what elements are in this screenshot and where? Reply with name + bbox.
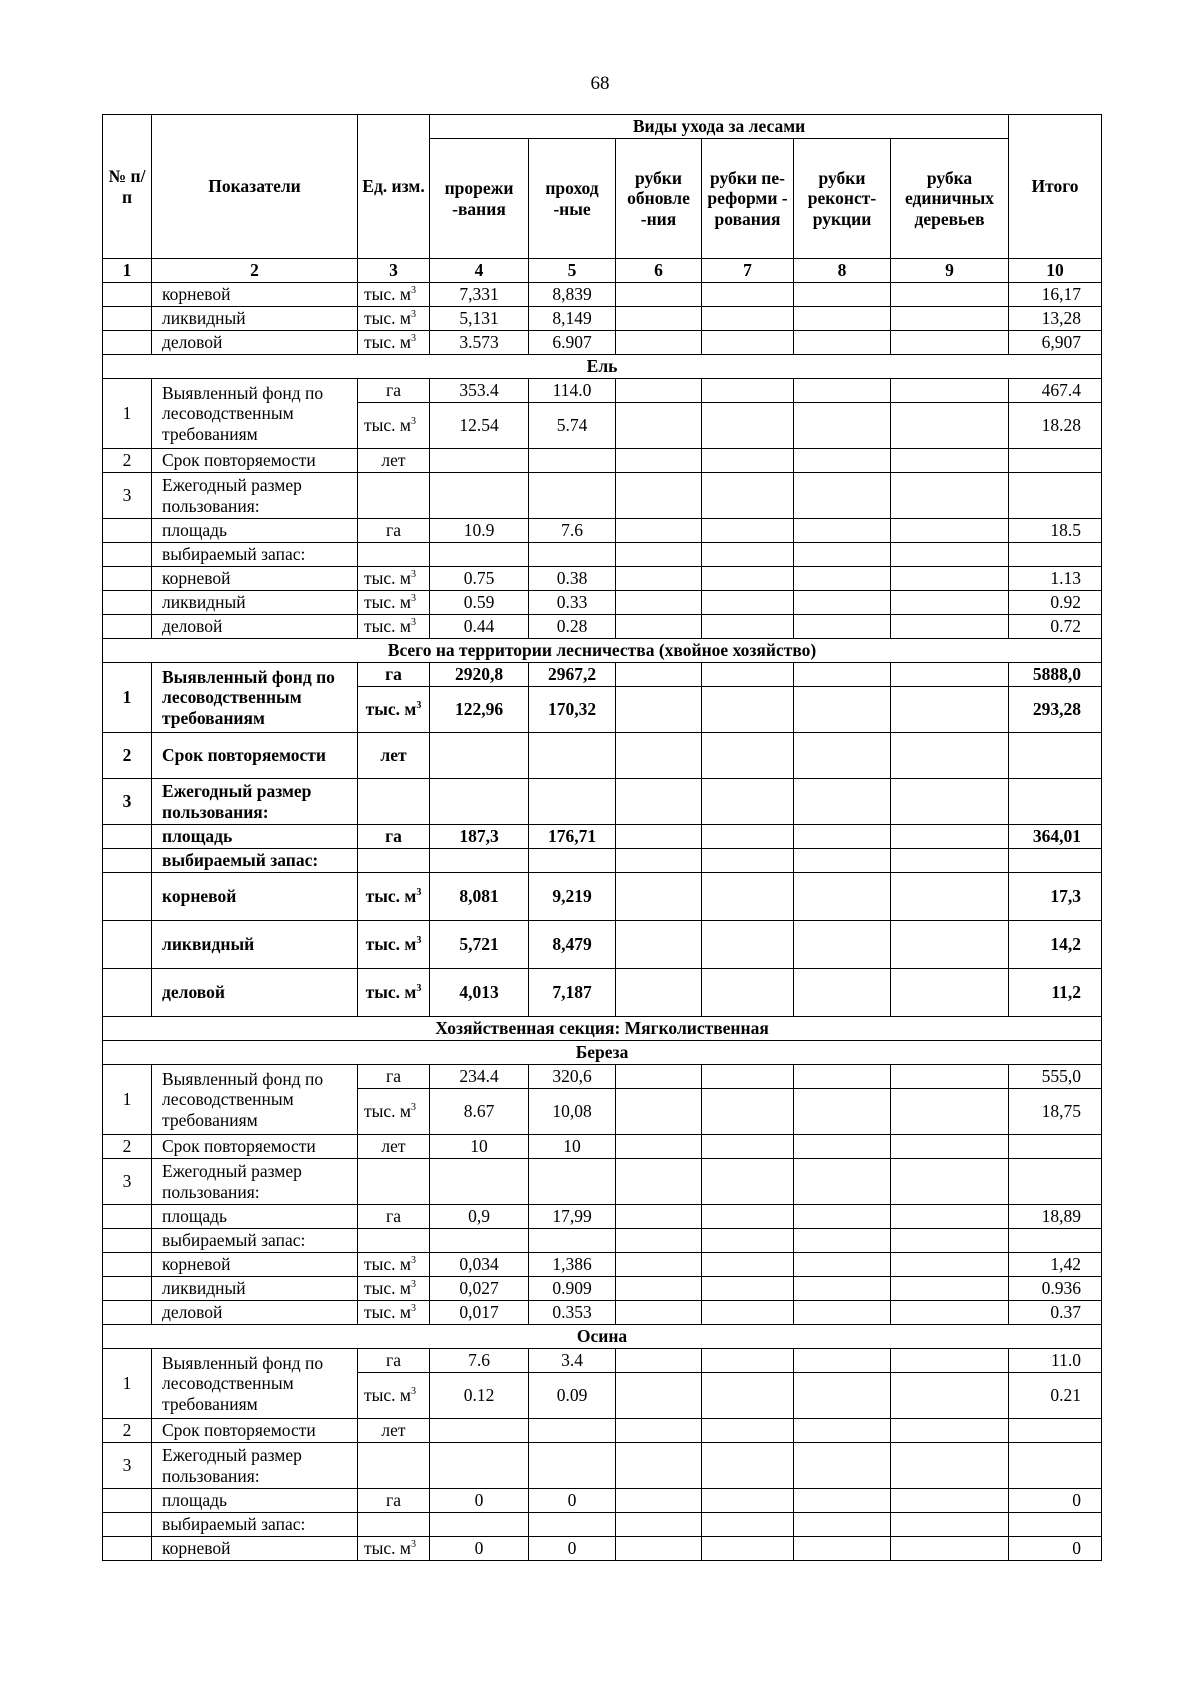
cell-c5: 0.09 xyxy=(529,1373,616,1419)
unit-cell: тыс. $м^3$ xyxy=(358,1537,430,1561)
cell-c5: 6.907 xyxy=(529,331,616,355)
table-row xyxy=(103,779,1102,825)
cell-total: 1.13 xyxy=(1009,567,1102,591)
cell-c4: 4,013 xyxy=(430,969,529,1017)
cell-c4: 3.573 xyxy=(430,331,529,355)
cell-total: 293,28 xyxy=(1009,687,1102,733)
cell-c4: 2920,8 xyxy=(430,663,529,687)
header-c9: рубка единичных деревьев xyxy=(891,139,1009,259)
row-label: ликвидный xyxy=(152,591,358,615)
cell-c5: 0 xyxy=(529,1537,616,1561)
cell-total: 0.72 xyxy=(1009,615,1102,639)
cell-total: 18,75 xyxy=(1009,1089,1102,1135)
col-num: 4 xyxy=(430,259,529,283)
table-row xyxy=(103,519,1102,543)
row-label: Ежегодный размер пользования: xyxy=(152,779,358,825)
cell-total: 0.936 xyxy=(1009,1277,1102,1301)
header-group: Виды ухода за лесами xyxy=(430,115,1009,139)
header-total: Итого xyxy=(1009,115,1102,259)
unit-cell: лет xyxy=(358,449,430,473)
cell-total: 17,3 xyxy=(1009,873,1102,921)
col-num: 1 xyxy=(103,259,152,283)
row-label: выбираемый запас: xyxy=(152,1229,358,1253)
cell-c5: 114.0 xyxy=(529,379,616,403)
row-number: 2 xyxy=(103,1419,152,1443)
row-label: Ежегодный размер пользования: xyxy=(152,473,358,519)
row-label: площадь xyxy=(152,1489,358,1513)
section-total-conifer: Всего на территории лесничества (хвойное хозяйство) xyxy=(103,639,1102,663)
table-row xyxy=(103,1537,1102,1561)
row-label: Выявленный фонд по лесоводственным требованиям xyxy=(152,663,358,733)
row-label: корневой xyxy=(152,283,358,307)
row-label: деловой xyxy=(152,331,358,355)
cell-total: 18,89 xyxy=(1009,1205,1102,1229)
unit-cell: га xyxy=(358,1065,430,1089)
cell-c5: 176,71 xyxy=(529,825,616,849)
cell-c4: 10.9 xyxy=(430,519,529,543)
cell-c4: 0,9 xyxy=(430,1205,529,1229)
cell-c4: 0.59 xyxy=(430,591,529,615)
forest-care-table xyxy=(102,114,1102,1561)
cell-total: 11.0 xyxy=(1009,1349,1102,1373)
unit-cell: га xyxy=(358,1205,430,1229)
row-label: ликвидный xyxy=(152,921,358,969)
cell-c4: 353.4 xyxy=(430,379,529,403)
row-label: корневой xyxy=(152,567,358,591)
cell-c4: 0,017 xyxy=(430,1301,529,1325)
row-label: Срок повторяемости xyxy=(152,449,358,473)
table-row xyxy=(103,1301,1102,1325)
unit-cell: тыс. $м^3$ xyxy=(358,591,430,615)
unit-cell: га xyxy=(358,825,430,849)
table-row xyxy=(103,873,1102,921)
cell-c4: 8.67 xyxy=(430,1089,529,1135)
cell-c5: 10 xyxy=(529,1135,616,1159)
cell-c4: 234.4 xyxy=(430,1065,529,1089)
table-row xyxy=(103,307,1102,331)
cell-c4: 187,3 xyxy=(430,825,529,849)
col-num: 3 xyxy=(358,259,430,283)
col-num: 5 xyxy=(529,259,616,283)
row-number: 3 xyxy=(103,473,152,519)
cell-c5: 17,99 xyxy=(529,1205,616,1229)
col-num: 10 xyxy=(1009,259,1102,283)
unit-cell: лет xyxy=(358,1135,430,1159)
table-row xyxy=(103,567,1102,591)
row-number: 2 xyxy=(103,1135,152,1159)
unit-cell: га xyxy=(358,663,430,687)
cell-c5: 10,08 xyxy=(529,1089,616,1135)
cell-total: 18.28 xyxy=(1009,403,1102,449)
cell-c5: 0.909 xyxy=(529,1277,616,1301)
row-label: деловой xyxy=(152,1301,358,1325)
cell-total: 14,2 xyxy=(1009,921,1102,969)
cell-c5: 0 xyxy=(529,1489,616,1513)
cell-total: 0.37 xyxy=(1009,1301,1102,1325)
table-row xyxy=(103,663,1102,687)
table-row xyxy=(103,1205,1102,1229)
cell-c5: 9,219 xyxy=(529,873,616,921)
table-row xyxy=(103,331,1102,355)
row-label: Выявленный фонд по лесоводственным требованиям xyxy=(152,1349,358,1419)
row-number: 1 xyxy=(103,663,152,733)
cell-c4: 0.12 xyxy=(430,1373,529,1419)
col-num: 6 xyxy=(616,259,702,283)
table-row xyxy=(103,1489,1102,1513)
cell-c5: 0.353 xyxy=(529,1301,616,1325)
cell-total: 0 xyxy=(1009,1489,1102,1513)
row-label: Выявленный фонд по лесоводственным требованиям xyxy=(152,379,358,449)
cell-total: 6,907 xyxy=(1009,331,1102,355)
row-label: корневой xyxy=(152,1253,358,1277)
row-label: ликвидный xyxy=(152,1277,358,1301)
section-softwood: Хозяйственная секция: Мягколиственная xyxy=(103,1017,1102,1041)
row-label: деловой xyxy=(152,969,358,1017)
unit-cell: тыс. $м^3$ xyxy=(358,567,430,591)
table-row xyxy=(103,473,1102,519)
table-row xyxy=(103,921,1102,969)
unit-cell: тыс. $м^3$ xyxy=(358,283,430,307)
cell-total: 18.5 xyxy=(1009,519,1102,543)
cell-c4: 12.54 xyxy=(430,403,529,449)
cell-total: 1,42 xyxy=(1009,1253,1102,1277)
cell-c4: 10 xyxy=(430,1135,529,1159)
header-c4: прорежи -вания xyxy=(430,139,529,259)
row-label: деловой xyxy=(152,615,358,639)
row-number: 3 xyxy=(103,779,152,825)
table-row xyxy=(103,969,1102,1017)
cell-total: 555,0 xyxy=(1009,1065,1102,1089)
table-row xyxy=(103,825,1102,849)
section-spruce: Ель xyxy=(103,355,1102,379)
cell-c5: 8,479 xyxy=(529,921,616,969)
cell-c4: 0.75 xyxy=(430,567,529,591)
cell-c4: 0.44 xyxy=(430,615,529,639)
row-number: 1 xyxy=(103,1065,152,1135)
unit-cell: тыс. $м^3$ xyxy=(358,1253,430,1277)
cell-c5: 170,32 xyxy=(529,687,616,733)
page-number: 68 xyxy=(590,73,610,94)
cell-c5: 3.4 xyxy=(529,1349,616,1373)
header-c5: проход -ные xyxy=(529,139,616,259)
table-row xyxy=(103,543,1102,567)
row-label: площадь xyxy=(152,1205,358,1229)
header-c8: рубки реконст- рукции xyxy=(794,139,891,259)
unit-cell: тыс. $м^3$ xyxy=(358,1373,430,1419)
cell-total: 5888,0 xyxy=(1009,663,1102,687)
row-label: выбираемый запас: xyxy=(152,1513,358,1537)
unit-cell: тыс. $м^3$ xyxy=(358,873,430,921)
row-number: 3 xyxy=(103,1159,152,1205)
row-label: ликвидный xyxy=(152,307,358,331)
row-label: выбираемый запас: xyxy=(152,849,358,873)
header-c6: рубки обновле -ния xyxy=(616,139,702,259)
table-row xyxy=(103,449,1102,473)
row-number: 2 xyxy=(103,733,152,779)
row-label: Ежегодный размер пользования: xyxy=(152,1159,358,1205)
row-number: 1 xyxy=(103,379,152,449)
unit-cell: тыс. $м^3$ xyxy=(358,403,430,449)
cell-c5: 0.28 xyxy=(529,615,616,639)
cell-c5: 7,187 xyxy=(529,969,616,1017)
table-row xyxy=(103,379,1102,403)
row-label: корневой xyxy=(152,873,358,921)
table-row xyxy=(103,849,1102,873)
unit-cell: га xyxy=(358,379,430,403)
table-row xyxy=(103,1135,1102,1159)
cell-total: 0 xyxy=(1009,1537,1102,1561)
cell-total: 16,17 xyxy=(1009,283,1102,307)
cell-total: 0.92 xyxy=(1009,591,1102,615)
header-indicators: Показатели xyxy=(152,115,358,259)
cell-c5: 8,149 xyxy=(529,307,616,331)
unit-cell: лет xyxy=(358,1419,430,1443)
table-row xyxy=(103,1253,1102,1277)
row-label: площадь xyxy=(152,825,358,849)
cell-c5: 0.38 xyxy=(529,567,616,591)
unit-cell: га xyxy=(358,1489,430,1513)
cell-c5: 7.6 xyxy=(529,519,616,543)
unit-cell: тыс. $м^3$ xyxy=(358,921,430,969)
col-num: 8 xyxy=(794,259,891,283)
row-label: Срок повторяемости xyxy=(152,733,358,779)
table-row xyxy=(103,1065,1102,1089)
cell-c5: 5.74 xyxy=(529,403,616,449)
cell-c4: 0,034 xyxy=(430,1253,529,1277)
cell-total: 0.21 xyxy=(1009,1373,1102,1419)
table-row xyxy=(103,615,1102,639)
header-num: № п/п xyxy=(103,115,152,259)
row-label: Срок повторяемости xyxy=(152,1419,358,1443)
unit-cell: га xyxy=(358,1349,430,1373)
table-row xyxy=(103,1159,1102,1205)
row-label: корневой xyxy=(152,1537,358,1561)
cell-c4: 5,131 xyxy=(430,307,529,331)
table-row xyxy=(103,1443,1102,1489)
row-number: 1 xyxy=(103,1349,152,1419)
row-label: площадь xyxy=(152,519,358,543)
unit-cell: га xyxy=(358,519,430,543)
col-num: 2 xyxy=(152,259,358,283)
row-label: Ежегодный размер пользования: xyxy=(152,1443,358,1489)
unit-cell: тыс. $м^3$ xyxy=(358,307,430,331)
header-unit: Ед. изм. xyxy=(358,115,430,259)
table-row xyxy=(103,1277,1102,1301)
cell-c4: 8,081 xyxy=(430,873,529,921)
cell-c4: 7,331 xyxy=(430,283,529,307)
row-number: 3 xyxy=(103,1443,152,1489)
cell-c5: 320,6 xyxy=(529,1065,616,1089)
unit-cell: тыс. $м^3$ xyxy=(358,1089,430,1135)
unit-cell: тыс. $м^3$ xyxy=(358,1301,430,1325)
cell-total: 13,28 xyxy=(1009,307,1102,331)
unit-cell: тыс. $м^3$ xyxy=(358,687,430,733)
section-aspen: Осина xyxy=(103,1325,1102,1349)
table-row xyxy=(103,1349,1102,1373)
cell-c4: 122,96 xyxy=(430,687,529,733)
cell-c4: 0,027 xyxy=(430,1277,529,1301)
row-label: Срок повторяемости xyxy=(152,1135,358,1159)
row-label: Выявленный фонд по лесоводственным требованиям xyxy=(152,1065,358,1135)
unit-cell: тыс. $м^3$ xyxy=(358,969,430,1017)
cell-c5: 1,386 xyxy=(529,1253,616,1277)
row-number: 2 xyxy=(103,449,152,473)
cell-c5: 2967,2 xyxy=(529,663,616,687)
cell-c4: 7.6 xyxy=(430,1349,529,1373)
unit-cell: тыс. $м^3$ xyxy=(358,331,430,355)
cell-c4: 0 xyxy=(430,1537,529,1561)
section-birch: Береза xyxy=(103,1041,1102,1065)
cell-c4: 5,721 xyxy=(430,921,529,969)
col-num: 7 xyxy=(702,259,794,283)
cell-c4: 0 xyxy=(430,1489,529,1513)
table-row xyxy=(103,1229,1102,1253)
header-c7: рубки пе- реформи - рования xyxy=(702,139,794,259)
cell-c5: 8,839 xyxy=(529,283,616,307)
col-num: 9 xyxy=(891,259,1009,283)
unit-cell: тыс. $м^3$ xyxy=(358,1277,430,1301)
unit-cell: лет xyxy=(358,733,430,779)
cell-total: 467.4 xyxy=(1009,379,1102,403)
cell-total: 11,2 xyxy=(1009,969,1102,1017)
cell-c5: 0.33 xyxy=(529,591,616,615)
row-label: выбираемый запас: xyxy=(152,543,358,567)
table-row xyxy=(103,1513,1102,1537)
unit-cell: тыс. $м^3$ xyxy=(358,615,430,639)
cell-total: 364,01 xyxy=(1009,825,1102,849)
table-row xyxy=(103,591,1102,615)
table-row xyxy=(103,283,1102,307)
table-row xyxy=(103,733,1102,779)
table-row xyxy=(103,1419,1102,1443)
